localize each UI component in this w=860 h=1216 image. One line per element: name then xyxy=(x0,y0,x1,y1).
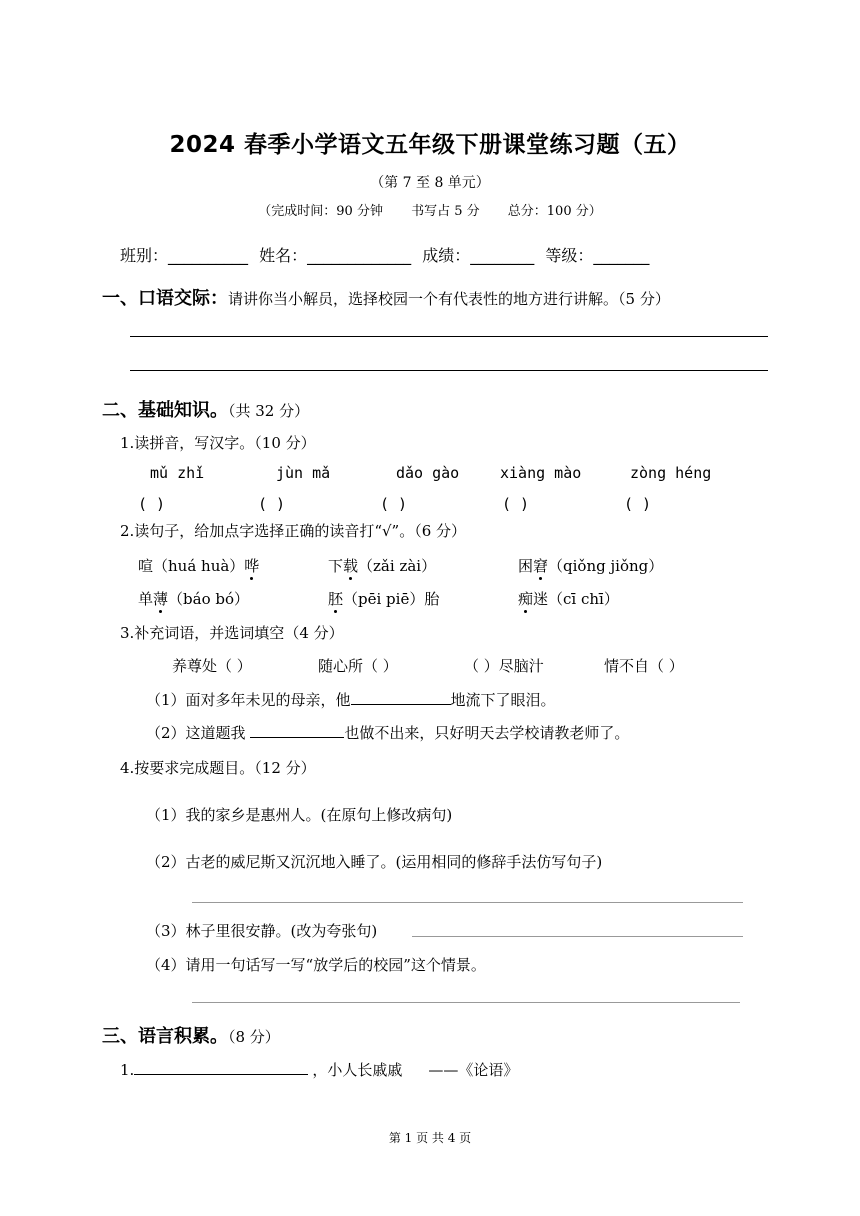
q4-sub-1: （1）我的家乡是惠州人。(在原句上修改病句) xyxy=(146,806,453,824)
q3-title: 3.补充词语，并选词填空（4 分） xyxy=(120,624,344,642)
pronunciation-item[interactable] xyxy=(328,588,439,609)
sentence-text: （1）面对多年未见的母亲，他 xyxy=(146,691,351,709)
pinyin-3: dǎo gào xyxy=(396,464,460,482)
item-text: 下 xyxy=(328,557,344,575)
pronunciation-item[interactable] xyxy=(138,588,249,609)
dotted-char: 胚 xyxy=(328,590,344,608)
answer-line[interactable] xyxy=(412,936,743,937)
fill-blank[interactable] xyxy=(250,723,344,738)
item-text: （zǎi zài） xyxy=(358,557,437,575)
item-text: 喧（huá huà） xyxy=(138,557,245,575)
writing-score: 书写占 5 分 xyxy=(411,204,480,219)
idiom-4[interactable]: 情不自（ ） xyxy=(604,657,684,675)
class-field[interactable]: 班别：__________ xyxy=(120,246,249,265)
pinyin-1: mǔ zhǐ xyxy=(150,464,205,482)
section-1-prompt: 请讲你当小解员，选择校园一个有代表性的地方进行讲解。（5 分） xyxy=(228,290,670,308)
item-text: 单 xyxy=(138,590,154,608)
quote-text: ，小人长戚戚 xyxy=(312,1061,403,1079)
q4-sub-2: （2）古老的威尼斯又沉沉地入睡了。(运用相同的修辞手法仿写句子) xyxy=(146,853,603,871)
dotted-char: 哗 xyxy=(244,557,260,575)
pinyin-5: zòng héng xyxy=(630,464,712,482)
section-3-heading: 三、语言积累。 xyxy=(102,1026,228,1047)
answer-line[interactable] xyxy=(192,902,743,903)
time-limit: （完成时间：90 分钟 xyxy=(258,204,383,219)
page-number: 第 1 页 共 4 页 xyxy=(388,1131,472,1145)
dotted-char: 载 xyxy=(343,557,359,575)
fill-blank[interactable] xyxy=(351,690,451,705)
pinyin-4: xiàng mào xyxy=(500,464,582,482)
pronunciation-item[interactable] xyxy=(518,555,663,576)
pinyin-2: jùn mǎ xyxy=(276,464,331,482)
blank-4[interactable]: ( ) xyxy=(502,495,530,513)
q1-title: 1.读拼音，写汉字。（10 分） xyxy=(120,434,316,452)
item-text: （báo bó） xyxy=(168,590,250,608)
sentence-text: 也做不出来，只好明天去学校请教老师了。 xyxy=(344,724,630,742)
score-field[interactable]: 成绩：________ xyxy=(422,246,535,265)
answer-line[interactable] xyxy=(130,336,768,337)
blank-3[interactable]: ( ) xyxy=(380,495,408,513)
sentence-text: （2）这道题我 xyxy=(146,724,251,742)
section-3 xyxy=(102,1022,280,1048)
accumulation-q1 xyxy=(120,1059,518,1080)
blank-2[interactable]: ( ) xyxy=(258,495,286,513)
item-text: （pēi piē）胎 xyxy=(343,590,440,608)
fill-blank[interactable] xyxy=(134,1060,308,1075)
quote-source: ——《论语》 xyxy=(428,1061,519,1079)
answer-line[interactable] xyxy=(192,1002,740,1003)
page-title: 2024 春季小学语文五年级下册课堂练习题（五） xyxy=(169,132,691,158)
section-2-heading: 二、基础知识。 xyxy=(102,400,228,421)
item-text: 困 xyxy=(518,557,534,575)
grade-field[interactable]: 等级：_______ xyxy=(545,246,650,265)
total-score: 总分：100 分） xyxy=(507,204,602,219)
fill-sentence-1 xyxy=(146,689,556,710)
section-1-heading: 一、口语交际： xyxy=(102,288,228,309)
section-2 xyxy=(102,396,309,422)
pronunciation-item[interactable] xyxy=(138,555,259,576)
dotted-char: 窘 xyxy=(533,557,549,575)
idiom-2[interactable]: 随心所（ ） xyxy=(318,657,398,675)
dotted-char: 痴 xyxy=(518,590,534,608)
pronunciation-item[interactable] xyxy=(518,588,619,609)
item-text: （qiǒng jiǒng） xyxy=(548,557,664,575)
q4-sub-3: （3）林子里很安静。(改为夸张句) xyxy=(146,922,378,940)
idiom-3[interactable]: （ ）尽脑汁 xyxy=(464,657,544,675)
question-number: 1. xyxy=(120,1061,135,1079)
exam-meta xyxy=(0,200,860,219)
item-text: 迷（cī chī） xyxy=(533,590,619,608)
student-info xyxy=(120,243,655,266)
section-2-points: （共 32 分） xyxy=(228,402,310,420)
dotted-char: 薄 xyxy=(153,590,169,608)
section-1 xyxy=(102,284,670,310)
idiom-1[interactable]: 养尊处（ ） xyxy=(172,657,252,675)
fill-sentence-2 xyxy=(146,722,629,743)
pronunciation-item[interactable] xyxy=(328,555,436,576)
q4-sub-4: （4）请用一句话写一写“放学后的校园”这个情景。 xyxy=(146,956,486,974)
blank-1[interactable]: ( ) xyxy=(138,495,166,513)
q2-title: 2.读句子，给加点字选择正确的读音打“√”。（6 分） xyxy=(120,522,467,540)
sentence-text: 地流下了眼泪。 xyxy=(450,691,556,709)
section-3-points: （8 分） xyxy=(228,1028,280,1046)
units-subtitle: （第 7 至 8 单元） xyxy=(370,175,490,191)
name-field[interactable]: 姓名：_____________ xyxy=(259,246,412,265)
answer-line[interactable] xyxy=(130,370,768,371)
q4-title: 4.按要求完成题目。（12 分） xyxy=(120,759,316,777)
blank-5[interactable]: ( ) xyxy=(624,495,652,513)
